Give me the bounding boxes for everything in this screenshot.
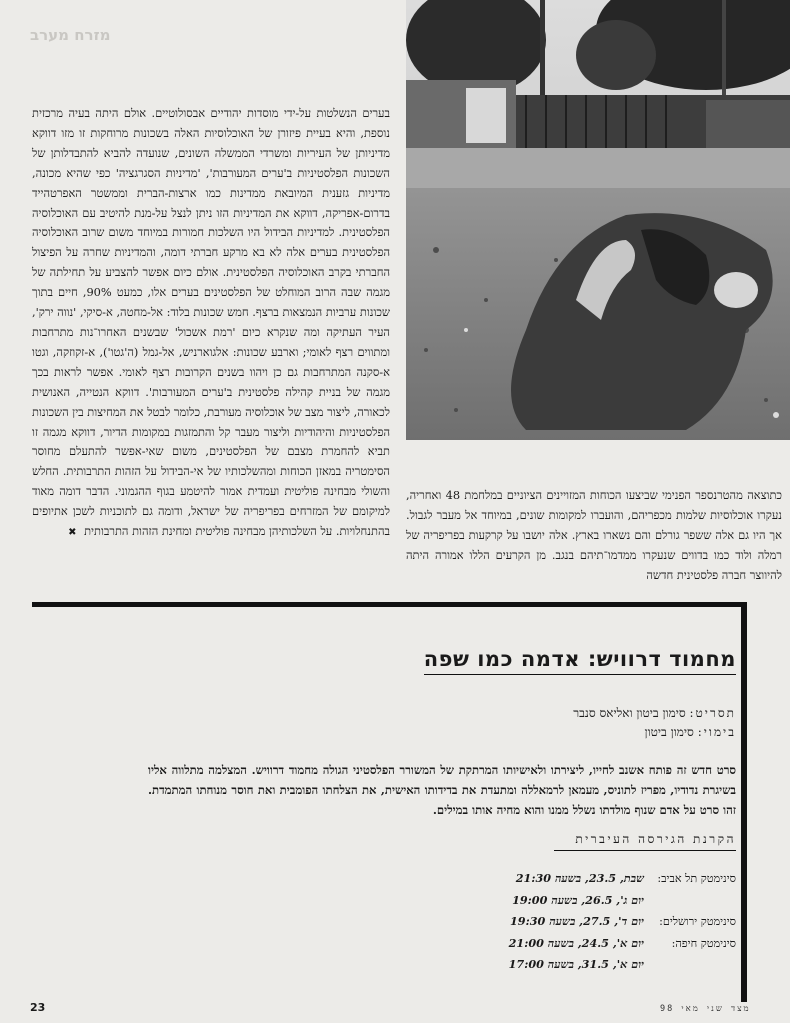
magazine-footer: מצד שני מאי 98 [660, 1004, 751, 1014]
credit-screenplay [336, 704, 736, 723]
screening-venue: סינימטק תל אביב: [657, 872, 736, 885]
photo-caption [406, 486, 782, 586]
article-column [32, 104, 390, 543]
screening-venue: סינימטק חיפה: [671, 936, 736, 950]
end-mark-icon: ✖ [68, 527, 77, 539]
caption-text: כתוצאה מהטרנספר הפנימי שביצעו הכוחות המזויינים הציוניים במלחמת 48 ואחריה, נעקרו אוכלוסיות שלמות מכפריהם, והועברו למקומות שונים, במיוחד אל מעבר לגבול. אך היו גם אלה ששפר גורלם והם נשארו בארץ. אלה יושבו על קרקעות בפריפריה של רמלה ולוד כמו בדווים שנעקרו ממדמו־תיהם בנגב. מן הקרעים הללו אמורה היתה להיווצר חברה פלסטינית חדשה [406, 488, 782, 582]
screenings-heading: הקרנת הגירסה העיברית [554, 832, 736, 851]
credit-value: סימון ביטון [644, 725, 694, 739]
film-synopsis [148, 760, 736, 820]
screening-row [416, 933, 736, 955]
synopsis-text: סרט חדש זה פותח אשנב לחייו, ליצירתו ולאישיותו המרתקת של המשורר הפלסטיני הגולה מחמוד דרוויש. המצלמה מתלווה אליו בשיגרת נדודיו, מפריז לתוניס, מעמאן לרמאללה ומתעדת את בדידותו האישית, את הצלחתו הפומבית ואת חוסר מנוחתו המתמדת. זהו סרט על אדם שנוף מולדתו נשלל ממנו והוא מחיה אותו במילים. [148, 763, 736, 817]
credit-director [336, 723, 736, 742]
credit-label: בימוי: [697, 725, 736, 739]
article-photo [406, 0, 790, 440]
page-number: 23 [30, 1001, 46, 1014]
screening-venue: סינימטק ירושלים: [659, 915, 736, 928]
screening-row [416, 868, 736, 890]
screening-row [416, 911, 736, 933]
screening-time: יום א', 31.5, בשעה 17:00 [508, 957, 644, 971]
screening-time: יום ג', 26.5, בשעה 19:00 [512, 892, 644, 907]
ghost-header: מזרח מערב [30, 26, 111, 44]
screening-venue [644, 890, 736, 912]
screening-row [416, 890, 736, 912]
credit-label: תסריט: [689, 706, 736, 720]
credit-value: סימון ביטון ואליאס סנבר [573, 706, 686, 720]
screening-venue [644, 954, 736, 976]
article-paragraph-text: בערים הנשלטות על-ידי מוסדות יהודיים אבסולוטיים. אולם היתה בעיה מרכזית נוספת, והיא בעיית פיזורן של האוכלוסיות האלה בשכונות מרוחקות זו מזו דווקא מדיניותן של העיריות ומשרדי הממשלה השונים, שנועדה להביא להתבדלותן של השכונות הפלסטיניות ב'ערים המעורבות', 'מדיניות הסגרגציה' כפי שהיא מכונה, מדיניות גזענית המיובאת ממדינות כמו ארצות-הברית וממשטר האפרטהייד בדרום-אפריקה, דווקא את המדיניות הזו ניתן לנצל על-מנת להיטיב עם האוכלוסיה הפלסטינית. למדיניות הבידול היו השלכות חמורות במיוחד משום שרוב האוכלוסיה הפלסטינית בערים אלה לא בא מרקע חברתי דומה, והמדיניות שחרה על הפיצול החברתי בקרב האוכלוסיה הפלסטינית. אולם כיום אפשר להצביע על תחילתה של מגמה שבה הרוב המוחלט של הפלסטינים בערים אלו, כמעט 90%, חיים בתוך שכונות ערביות הנמצאות ברצף. חמש שכונות בלוד: אל-מחטה, א-סיקי, 'נווה ירק', העיר העתיקה ומה שנקרא כיום 'רמת אשכול' שבשנים האחרו־נות מתרחבות ומתווים רצף לאומי; וארבע שכונות: אלגוארניש, אל-גמל (ה'גטו'), א-זקוזקה, וגטו א-סקנה המתרחבות גם כן ויהוו בשנים הקרובות רצף לאומי. אפשר לראות בכך מגמה של בניית קהילה פלסטינית ב'ערים המעורבות'. דווקא הנטייה, האנושית לכאורה, ליצור מצב של אוכלוסיה מעורבת, כלומר לבטל את המחיצות בין השכונות הפלסטיניות והיהודיות וליצור מעבר קל והתמזגות במקומות הדיור, דווקא מגמה זו תביא להחמרת מצבם של הפלסטינים, משום שאי-אפשר להתעלם מחוסר הסימטריה במאזן הכוחות ומהשלכותיו של אי-הבידול על הזהות התרבותית. החלש והשולי מבחינה פוליטית ועמדית אמור להיטמע בגוף ההגמוני. הדבר דומה מאוד למיקומם של המזרחים בפריפריה של ישראל, ודומה גם לתוכניות לשכן אתיופים בהתנחלויות. על השלכותיהן מבחינה פוליטית ומחינת הזהות התרבותית [32, 106, 390, 539]
screening-time: יום א', 24.5, בשעה 21:00 [508, 935, 644, 950]
screenings-list [416, 868, 736, 976]
article-paragraph [32, 104, 390, 543]
screening-row [416, 954, 736, 976]
film-credits [336, 704, 736, 742]
screening-time: שבת, 23.5, בשעה 21:30 [515, 871, 644, 885]
film-title: מחמוד דרוויש: אדמה כמו שפה [424, 647, 736, 675]
screening-time: יום ד', 27.5, בשעה 19:30 [510, 914, 644, 928]
